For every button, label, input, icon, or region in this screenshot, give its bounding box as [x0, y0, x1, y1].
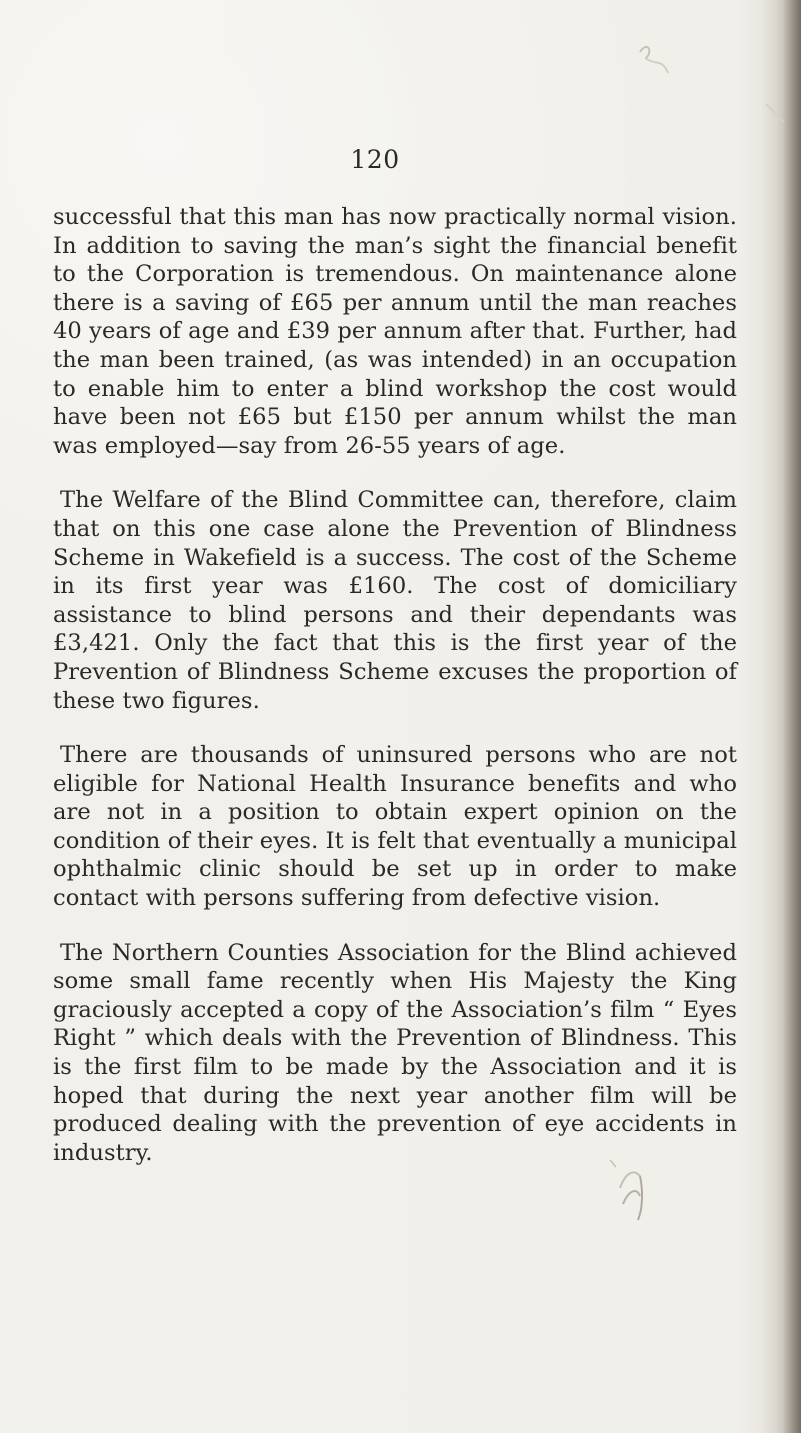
body-text [53, 203, 737, 1193]
paragraph-4: The Northern Counties Association for the Blind achieved some small fame recently when His Majesty the King graciously accepted a copy of the Association’s film “ Eyes Right ” which deals with the Prevention of Blindness. This is the first film to be made by the Association and it is hoped that during the next year another film will be produced dealing with the prevention of eye accidents in industry. [53, 939, 737, 1166]
paragraph-3: There are thousands of uninsured persons who are not eligible for National Health Insurance benefits and who are not in a position to obtain expert opinion on the condition of their eyes. It is felt that eventually a municipal ophthalmic clinic should be set up in order to make contact with persons suffering from defective vision. [53, 742, 737, 912]
paragraph-2: The Welfare of the Blind Committee can, therefore, claim that on this one case alone the Prevention of Blindness Scheme in Wakefield is a success. The cost of the Scheme in its first year was £160. The cost of domiciliary assistance to blind persons and their dependants was £3,421. Only the fact that this is the first year of the Prevention of Blindness Scheme excuses the proportion of these two figures. [53, 487, 737, 714]
page-edge-shadow [761, 0, 801, 1433]
page-number: 120 [350, 145, 400, 174]
paragraph-1: successful that this man has now practically normal vision. In addition to saving the man’s sight the financial benefit to the Corporation is tremendous. On maintenance alone there is a saving of £65 per annum until the man reaches 40 years of age and £39 per annum after that. Further, had the man been trained, (as was intended) in an occupation to enable him to enter a blind workshop the cost would have been not £65 but £150 per annum whilst the man was employed—say from 26-55 years of age. [53, 204, 737, 459]
